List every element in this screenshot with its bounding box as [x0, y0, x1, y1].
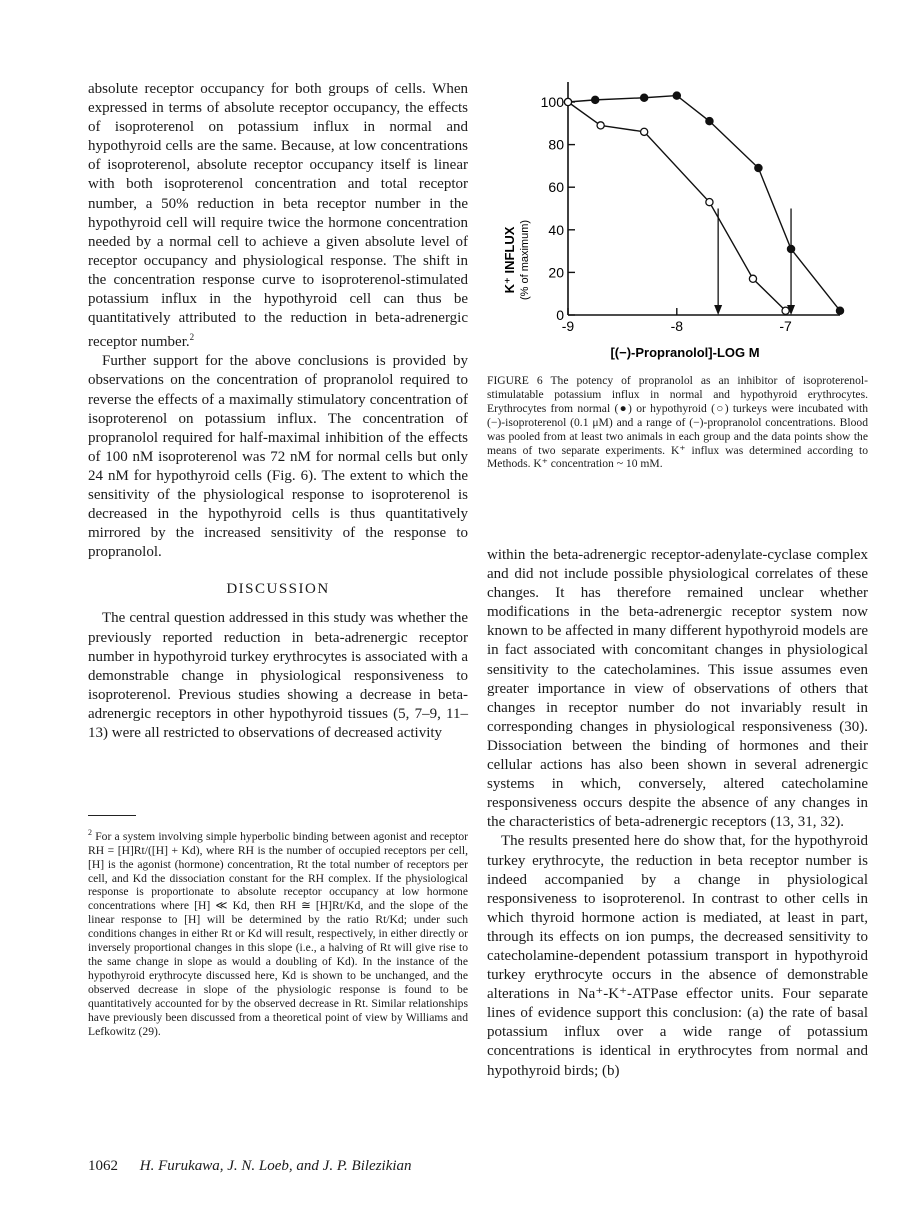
right-paragraph-1: within the beta-adrenergic receptor-adenylate-cyclase complex and did not include possible physiological correlates of these changes. It has therefore remained unclear whether modifications in the beta-adrenergic receptor system now known to be affected in many different hypothyroid models are in fact associated with concomitant changes in physiological sensitivity to the catecholamines. This issue assumes even greater importance in view of observations of others that changes in receptor number do not invariably result in corresponding changes in physiological responsiveness (30). Dissociation between the binding of hormones and their cellular actions has also been shown in several adrenergic systems in which, conversely, altered catecholamine responsiveness occurs despite the absence of any changes in the characteristics of beta-adrenergic receptors (13, 31, 32).: [487, 547, 868, 831]
y-tick-label: 0: [556, 307, 564, 323]
page-number: 1062: [88, 1158, 118, 1174]
data-point-normal: [836, 307, 843, 314]
footnote-text: For a system involving simple hyperbolic binding between agonist and receptor RH = [H]Rt/([H] + Kd), where RH is the number of occupied receptors per cell, [H] is the agonist (hormone) concentration, Rt the total number of receptors per cell, and Kd the dissociation constant for the RH complex. If the physiological response is proportionate to absolute receptor occupancy at low hormone concentrations where [H] ≪ Kd, then RH ≅ [H]Rt/Kd, and the slope of the linear response to [H] will be determined by the ratio Rt/Kd; under such conditions changes in either Rt or Kd will result, respectively, in either directly or inversely proportional changes in this slope (i.e., a halving of Rt will give rise to the same change in slope as would a doubling of Kd). In the instance of the hypothyroid erythrocyte discussed here, Kd is shown to be unchanged, and the observed decrease in slope of the physiologic response is found to be quantitatively accounted for by the observed decrease in Rt. Similar relationships have previously been discussed from a theoretical point of view by Williams and Lefkowitz (29).: [88, 829, 468, 1038]
section-heading: DISCUSSION: [226, 581, 330, 598]
data-point-hypothyroid: [782, 307, 789, 314]
arrow-head: [714, 305, 722, 315]
chart-y-label: K⁺ INFLUX: [502, 226, 517, 294]
data-point-hypothyroid: [597, 122, 604, 129]
data-point-hypothyroid: [564, 98, 571, 105]
x-tick-label: -8: [670, 318, 684, 334]
right-column: [487, 546, 868, 1081]
footer-authors: H. Furukawa, J. N. Loeb, and J. P. Bilezikian: [139, 1158, 412, 1174]
page-footer: [88, 1158, 412, 1175]
data-point-normal: [641, 94, 648, 101]
data-point-normal: [755, 164, 762, 171]
x-tick-label: -9: [561, 318, 575, 334]
series-line-normal: [568, 96, 840, 311]
figure-caption: [487, 374, 868, 471]
left-paragraph-2: Further support for the above conclusions is provided by observations on the concentration of propranolol required to reverse the effects of a maximally stimulatory concentration of isoproterenol on potassium influx. The concentration of propranolol required for half-maximal inhibition of the effects of 100 nM isoproterenol was 72 nM for normal cells but only 24 nM for hypothyroid cells (Fig. 6). The extent to which the sensitivity of the physiological response to isoproterenol is decreased in the hypothyroid cells is thus quantitatively mirrored by the increased sensitivity of the response to propranolol.: [88, 353, 468, 561]
footnote: [88, 826, 468, 1038]
y-tick-label: 20: [548, 264, 564, 281]
data-point-normal: [706, 118, 713, 125]
footnote-ref: 2: [189, 332, 195, 343]
y-tick-label: 80: [548, 136, 564, 153]
chart-y-label-sub: (% of maximum): [519, 219, 531, 301]
chart-arrows: [714, 209, 795, 316]
data-point-normal: [673, 92, 680, 99]
chart-tick-labels: [541, 94, 792, 334]
data-point-normal: [787, 245, 794, 252]
y-tick-label: 60: [548, 179, 564, 196]
data-point-normal: [592, 96, 599, 103]
figure-6-chart: [500, 72, 850, 372]
footnote-mark: 2: [88, 828, 92, 837]
x-tick-label: -7: [779, 318, 792, 334]
chart-lines: [568, 96, 840, 311]
y-tick-label: 40: [548, 221, 564, 238]
chart-x-label: [(−)-Propranolol]-LOG M: [610, 345, 760, 360]
y-tick-label: 100: [540, 94, 564, 110]
left-paragraph-1: absolute receptor occupancy for both groups of cells. When expressed in terms of absolute receptor occupancy, the effects of isoproterenol on potassium influx in normal and hypothyroid cells are the same. Because, at low concentrations of isoproterenol, absolute receptor occupancy itself is linear with both isoproterenol concentration and total receptor number, a 50% reduction in beta receptor number in the hypothyroid cell will require twice the hormone concentration needed by a normal cell to achieve a given absolute level of receptor occupancy and physiological response. The shift in the concentration response curve to isoproterenol-stimulated potassium influx in the hypothyroid cell can thus be quantitatively attributed to the reduction in beta-adrenergic receptor number.$^2$: [88, 81, 468, 351]
data-point-hypothyroid: [706, 199, 713, 206]
right-paragraph-2: The results presented here do show that, for the hypothyroid turkey erythrocyte, the reduction in beta receptor number is indeed accompanied by a change in physiological responsiveness to isoproterenol. In contrast to other cells in which thyroid hormone action is mediated, at least in part, through its effects on ion pumps, the decreased sensitivity to catecholamine-dependent potassium transport in hypothyroid turkey erythrocyte occurs in the absence of demonstrable alterations in Na⁺-K⁺-ATPase effector units. Four separate lines of evidence support this conclusion: (a) the rate of basal potassium influx over a wide range of potassium concentrations is identical in erythrocytes from normal and hypothyroid birds; (b): [487, 833, 868, 1079]
figure-caption-text: The potency of propranolol as an inhibitor of isoproterenol-stimulatable potassium influx in normal and hypothyroid erythrocytes. Erythrocytes from normal (●) or hypothyroid (○) turkeys were incubated with (−)-isoproterenol (0.1 μM) and a range of (−)-propranolol concentrations. Blood was pooled from at least two animals in each group and the data points show the means of two separate experiments. K⁺ influx was determined according to Methods. K⁺ concentration ~ 10 mM.: [487, 374, 868, 471]
data-point-hypothyroid: [641, 128, 648, 135]
data-point-hypothyroid: [749, 275, 756, 282]
chart-points: [564, 92, 843, 314]
footnote-rule: [88, 815, 136, 816]
figure-label: FIGURE 6: [487, 374, 543, 387]
left-paragraph-3: The central question addressed in this study was whether the previously reported reduction in beta-adrenergic receptor number in hypothyroid turkey erythrocytes is associated with a demonstrable change in physiological responsiveness to isoproterenol. Previous studies showing a decrease in beta-adrenergic receptors in other hypothyroid tissues (5, 7–9, 11–13) were all restricted to observations of decreased activity: [88, 610, 468, 741]
left-column: [88, 80, 468, 743]
